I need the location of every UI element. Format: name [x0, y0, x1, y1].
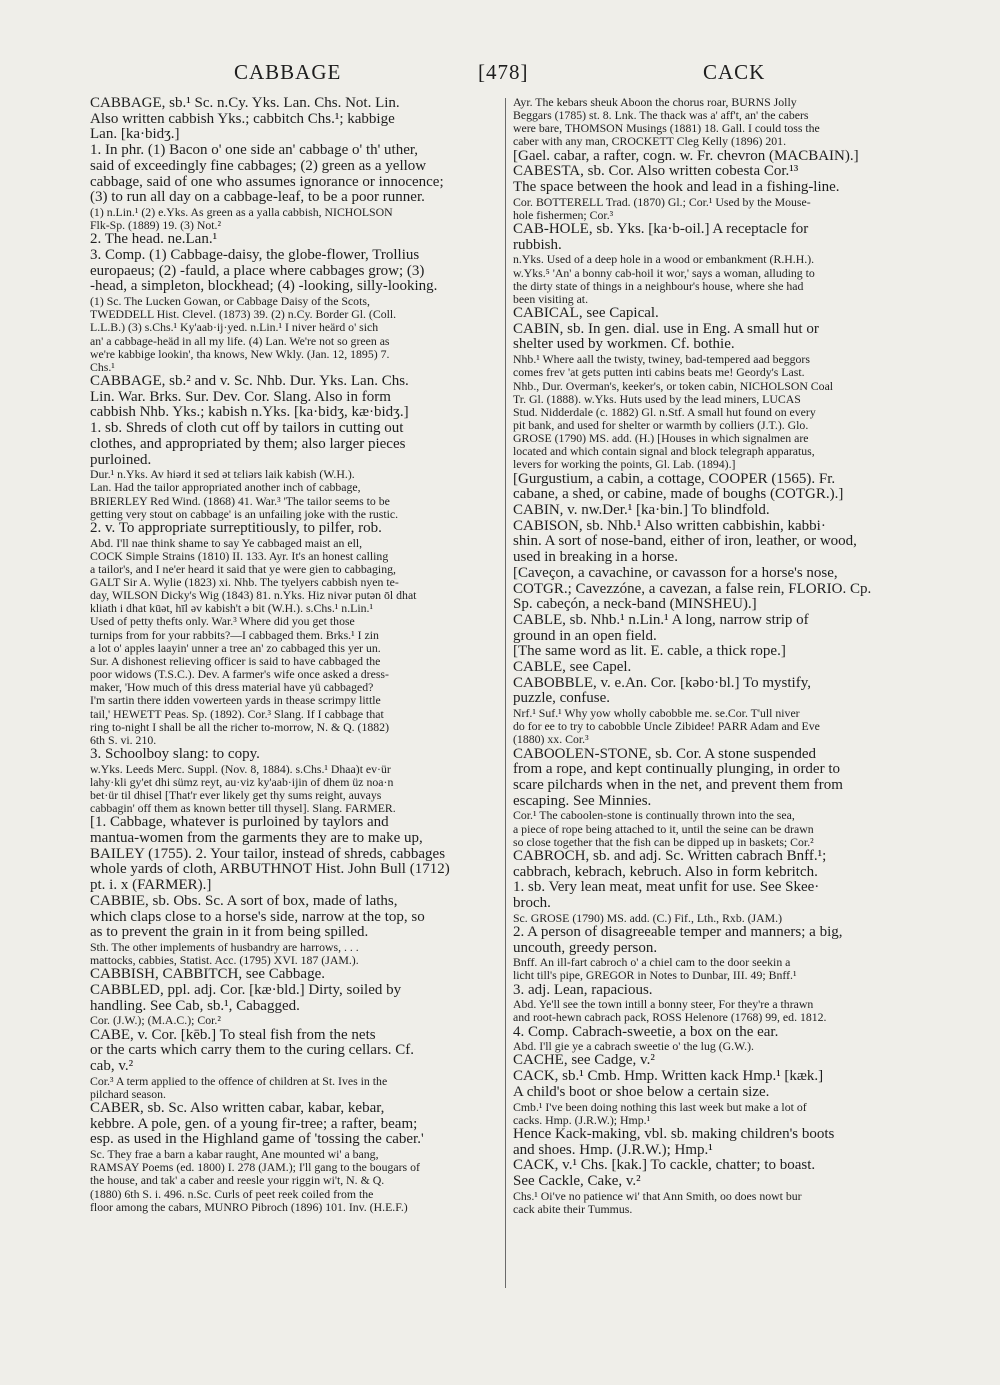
text-line: Cmb.¹ I've been doing nothing this last week but make a lot of: [513, 1100, 807, 1114]
text-line: cabbagin' off them as known better till thysel]. Slang. FARMER.: [90, 802, 396, 816]
text-line: Hence Kack-making, vbl. sb. making children's boots: [513, 1126, 835, 1142]
text-line: Sth. The other implements of husbandry are harrows, . . .: [90, 940, 359, 954]
text-line: Ayr. The kebars sheuk Aboon the chorus roar, BURNS Jolly: [513, 96, 797, 109]
text-line: w.Yks. Leeds Merc. Suppl. (Nov. 8, 1884). s.Chs.¹ Dhaa)t ev·ür: [90, 762, 391, 776]
text-line: Also written cabbish Yks.; cabbitch Chs.¹; kabbige: [90, 111, 395, 127]
text-line: (1880) 6th S. i. 496. n.Sc. Curls of peet reek coiled from the: [90, 1187, 374, 1201]
text-line: or the carts which carry them to the curing cellars. Cf.: [90, 1043, 415, 1059]
text-line: day, WILSON Dicky's Wig (1843) 81. n.Yks. Hiz nivər putən ōl dhat: [90, 589, 417, 603]
text-line: cack abite their Tummus.: [513, 1202, 633, 1216]
text-line: Flk-Sp. (1889) 19. (3) Not.²: [90, 219, 222, 233]
text-line: clothes, and appropriated by them; also larger pieces: [90, 436, 406, 452]
text-line: Cor. BOTTERELL Trad. (1870) Gl.; Cor.¹ Used by the Mouse-: [513, 195, 811, 209]
text-line: the house, and tak' a caber and reesle your riggin wi't, N. & Q.: [90, 1174, 385, 1188]
text-line: Tr. Gl. (1888). w.Yks. Huts used by the lead miners, LUCAS: [513, 392, 801, 406]
text-line: cacks. Hmp. (J.R.W.); Hmp.¹: [513, 1113, 651, 1127]
text-line: [Gael. cabar, a rafter, cogn. w. Fr. chevron (MACBAIN).]: [513, 148, 859, 164]
text-line: Abd. Ye'll see the town intill a bonny steer, For they're a thrawn: [513, 998, 814, 1012]
text-line: used in breaking in a horse.: [513, 550, 678, 566]
text-line: turnips from for your rabbits?—I cabbaged them. Brks.¹ I zin: [90, 628, 379, 642]
text-line: pilchard season.: [90, 1087, 167, 1101]
text-line: (1880) xx. Cor.³: [513, 733, 589, 747]
header-left-catchword: CABBAGE: [234, 60, 342, 84]
text-line: getting very stout on cabbage' is an unfailing joke with the rustic.: [90, 507, 399, 521]
text-line: -head, a simpleton, blockhead; (4) -looking, silly-looking.: [90, 279, 438, 295]
text-line: GALT Sir A. Wylie (1823) xi. Nhb. The tyelyers cabbish nyen te-: [90, 576, 399, 589]
text-line: Nrf.¹ Suf.¹ Why yow wholly cabobble me. se.Cor. T'ull niver: [513, 707, 800, 721]
text-line: BRIERLEY Red Wind. (1868) 41. War.³ 'The tailor seems to be: [90, 494, 390, 508]
text-line: Nhb., Dur. Overman's, keeker's, or token cabin, NICHOLSON Coal: [513, 379, 834, 393]
text-line: a lot o' apples laayin' unner a tree an' zo cabbaged this yer un.: [90, 641, 381, 655]
text-line: [1. Cabbage, whatever is purloined by taylors and: [90, 815, 389, 831]
text-line: Cor. (J.W.); (M.A.C.); Cor.²: [90, 1014, 221, 1028]
text-line: (1) n.Lin.¹ (2) e.Yks. As green as a yalla cabbish, NICHOLSON: [90, 205, 393, 219]
text-line: 3. Comp. (1) Cabbage-daisy, the globe-flower, Trollius: [90, 247, 420, 263]
text-line: CABBISH, CABBITCH, see Cabbage.: [90, 967, 325, 983]
text-line: Sc. GROSE (1790) MS. add. (C.) Fif., Lth., Rxb. (JAM.): [513, 911, 783, 925]
text-line: Sur. A dishonest relieving officer is said to have cabbaged the: [90, 654, 381, 668]
text-line: maker, 'How much of this dress material have yü cabbaged?: [90, 681, 374, 695]
text-line: Dur.¹ n.Yks. Av hiərd it sed ət tɛliərs laik kabish (W.H.).: [90, 468, 355, 482]
text-line: cabane, a shed, or cabine, made of boughs (COTGR.).]: [513, 487, 844, 503]
header-right-catchword: CACK: [703, 60, 766, 84]
text-line: 1. sb. Shreds of cloth cut off by tailors in cutting out: [90, 421, 404, 437]
text-line: 2. v. To appropriate surreptitiously, to pilfer, rob.: [90, 520, 382, 536]
text-line: Chs.¹ Oi've no patience wi' that Ann Smith, oo does nowt bur: [513, 1189, 802, 1203]
text-line: a piece of rope being attached to it, until the seine can be drawn: [513, 822, 814, 836]
text-line: w.Yks.⁵ 'An' a bonny cab-hoil it wor,' says a woman, alluding to: [513, 266, 815, 280]
text-line: CABBAGE, sb.¹ Sc. n.Cy. Yks. Lan. Chs. Not. Lin.: [90, 96, 400, 111]
text-line: 3. Schoolboy slang: to copy.: [90, 747, 260, 763]
text-line: CACK, sb.¹ Cmb. Hmp. Written kack Hmp.¹ [kæk.]: [513, 1069, 824, 1085]
text-line: I'm sartin there idden vowerteen yards in thease scrimpy little: [90, 694, 381, 708]
text-line: COCK Simple Strains (1810) II. 133. Ayr. It's an honest calling: [90, 549, 389, 563]
text-line: Sp. cabeçón, a neck-band (MINSHEU).]: [513, 597, 757, 613]
text-line: CABISON, sb. Nhb.¹ Also written cabbishin, kabbi·: [513, 518, 826, 534]
text-line: BAILEY (1755). 2. Your tailor, instead of shreds, cabbages: [90, 846, 446, 862]
text-line: Cor.³ A term applied to the offence of children at St. Ives in the: [90, 1074, 388, 1088]
text-line: kliath i dhat kūət, hīl əv kabish't ə bit (W.H.). s.Chs.¹ n.Lin.¹: [90, 602, 374, 616]
text-line: handling. See Cab, sb.¹, Cabagged.: [90, 998, 300, 1014]
text-line: uncouth, greedy person.: [513, 940, 658, 956]
text-line: 6th S. vi. 210.: [90, 733, 157, 747]
text-line: from a rope, and kept continually plunging, in order to: [513, 762, 841, 778]
text-line: Stud. Nidderdale (c. 1882) Gl. n.Stf. A small hut found on every: [513, 405, 816, 419]
text-line: tail,' HEWETT Peas. Sp. (1892). Cor.³ Slang. If I cabbage that: [90, 707, 384, 721]
text-line: CABIN, v. nw.Der.¹ [ka·bin.] To blindfold.: [513, 503, 770, 518]
text-line: CABBIE, sb. Obs. Sc. A sort of box, made of laths,: [90, 893, 398, 909]
right-column: [513, 96, 935, 1306]
text-line: been visiting at.: [513, 292, 589, 306]
text-line: Abd. I'll nae think shame to say Ye cabbaged maist an ell,: [90, 536, 363, 550]
text-line: purloined.: [90, 452, 152, 468]
text-line: Abd. I'll gie ye a cabrach sweetie o' the lug (G.W.).: [513, 1040, 754, 1054]
text-line: CABE, v. Cor. [kēb.] To steal fish from the nets: [90, 1027, 376, 1043]
text-line: CABLE, see Capel.: [513, 660, 632, 676]
text-line: ground in an open field.: [513, 628, 657, 644]
text-line: See Cackle, Cake, v.²: [513, 1173, 641, 1189]
text-line: ring to-night I shall be all the richer to-morrow, N. & Q. (1882): [90, 720, 390, 734]
text-line: so close together that the fish can be dipped up in baskets; Cor.²: [513, 835, 814, 849]
text-line: whole yards of cloth, ARBUTHNOT Hist. John Bull (1712): [90, 862, 450, 878]
text-line: CABLE, sb. Nhb.¹ n.Lin.¹ A long, narrow strip of: [513, 612, 809, 628]
text-line: located and which contain signal and block telegraph apparatus,: [513, 445, 815, 459]
text-line: RAMSAY Poems (ed. 1800) I. 278 (JAM.); I'll gang to the bougars of: [90, 1161, 420, 1175]
text-line: a tailor's, and I ne'er heard it said that ye were gien to cabbaging,: [90, 562, 396, 576]
text-line: were bare, THOMSON Musings (1881) 18. Gall. I could toss the: [513, 122, 820, 136]
text-line: n.Yks. Used of a deep hole in a wood or embankment (R.H.H.).: [513, 253, 815, 267]
text-line: [Caveçon, a cavachine, or cavasson for a horse's nose,: [513, 565, 838, 581]
text-line: caber with any man, CROCKETT Cleg Kelly (1896) 201.: [513, 135, 787, 149]
text-line: escaping. See Minnies.: [513, 793, 652, 809]
text-line: cab, v.²: [90, 1058, 134, 1074]
text-line: 2. The head. ne.Lan.¹: [90, 232, 218, 248]
text-line: Cor.¹ The caboolen-stone is continually thrown into the sea,: [513, 809, 795, 823]
text-line: poor widows (T.S.C.). Dev. A farmer's wife once asked a dress-: [90, 668, 389, 682]
text-line: said of exceedingly fine cabbages; (2) green as a yellow: [90, 158, 427, 174]
text-line: broch.: [513, 896, 551, 911]
text-line: CABIN, sb. In gen. dial. use in Eng. A small hut or: [513, 321, 819, 337]
text-line: an' a cabbage-heäd in all my life. (4) Lan. We're not so green as: [90, 334, 390, 348]
text-line: and root-hewn cabrach pack, ROSS Helenore (1768) 99, ed. 1812.: [513, 1011, 827, 1025]
text-line: CABOBBLE, v. e.An. Cor. [kəbo·bl.] To mystify,: [513, 675, 811, 691]
text-line: CABER, sb. Sc. Also written cabar, kabar, kebar,: [90, 1100, 385, 1116]
text-line: COTGR.; Cavezzóne, a cavezan, a false rein, FLORIO. Cp.: [513, 581, 872, 597]
text-line: CAB-HOLE, sb. Yks. [ka·b-oil.] A receptacle for: [513, 222, 809, 238]
text-line: pit bank, and used for shelter or warmth by colliers (J.T.). Glo.: [513, 418, 809, 432]
column-rule: [505, 98, 506, 1288]
text-line: Nhb.¹ Where aall the twisty, twiney, bad-tempered aad beggors: [513, 353, 810, 367]
text-line: (1) Sc. The Lucken Gowan, or Cabbage Daisy of the Scots,: [90, 295, 370, 309]
text-line: CABBLED, ppl. adj. Cor. [kæ·bld.] Dirty, soiled by: [90, 983, 402, 998]
text-line: cabbish Nhb. Yks.; kabish n.Yks. [ka·bidʒ, kæ·bidʒ.]: [90, 405, 409, 421]
text-line: CABBAGE, sb.² and v. Sc. Nhb. Dur. Yks. Lan. Chs.: [90, 373, 409, 389]
text-line: Lan. Had the tailor appropriated another inch of cabbage,: [90, 481, 361, 495]
text-line: puzzle, confuse.: [513, 691, 611, 707]
text-line: esp. as used in the Highland game of 'tossing the caber.': [90, 1132, 424, 1148]
text-line: 3. adj. Lean, rapacious.: [513, 982, 653, 998]
text-line: (3) to run all day on a cabbage-leaf, to be a poor runner.: [90, 190, 425, 206]
text-line: bet·ür til dhisel [That'r ever likely get thy sums reight, auvays: [90, 789, 382, 803]
text-line: 4. Comp. Cabrach-sweetie, a box on the ear.: [513, 1024, 779, 1040]
text-line: comes frev 'at gets putten inti cabins beats me! Geordy's Last.: [513, 366, 805, 380]
text-line: CABOOLEN-STONE, sb. Cor. A stone suspended: [513, 746, 817, 762]
text-line: Used of petty thefts only. War.³ Where did you get those: [90, 615, 355, 629]
text-line: scare pilchards when in the net, and prevent them from: [513, 778, 843, 794]
text-line: we're kabbige lookin', tha knows, New Wkly. (Jan. 12, 1895) 7.: [90, 347, 390, 361]
text-line: the dirty state of things in a neighbour's house, where she had: [513, 279, 804, 293]
text-line: TWEDDELL Hist. Clevel. (1873) 39. (2) n.Cy. Border Gl. (Coll.: [90, 308, 397, 322]
text-line: [The same word as lit. E. cable, a thick rope.]: [513, 644, 786, 660]
text-line: floor among the cabars, MUNRO Pibroch (1896) 101. Inv. (H.E.F.): [90, 1200, 408, 1214]
text-line: kebbre. A pole, gen. of a young fir-tree; a rafter, beam;: [90, 1116, 418, 1132]
text-line: rubbish.: [513, 237, 562, 253]
text-line: mantua-women from the garments they are to make up,: [90, 831, 423, 847]
text-line: 2. A person of disagreeable temper and manners; a big,: [513, 924, 843, 940]
text-line: L.L.B.) (3) s.Chs.¹ Ky'aab·ij·yed. n.Lin.¹ I niver heärd o' sich: [90, 321, 379, 335]
text-line: 1. In phr. (1) Bacon o' one side an' cabbage o' th' uther,: [90, 143, 419, 159]
text-line: and shoes. Hmp. (J.R.W.); Hmp.¹: [513, 1142, 713, 1158]
text-line: lahy·kli gy'et dhi sümz reyt, au·viz ky'aab·ijin of dhem üz noa·n: [90, 775, 394, 789]
text-line: Beggars (1785) st. 8. Lnk. The thack was a' aff't, an' the cabers: [513, 109, 809, 123]
text-line: Chs.¹: [90, 360, 115, 374]
text-line: [Gurgustium, a cabin, a cottage, COOPER (1565). Fr.: [513, 471, 836, 487]
text-line: The space between the hook and lead in a fishing-line.: [513, 180, 840, 196]
text-line: CABESTA, sb. Cor. Also written cobesta Cor.¹³: [513, 164, 799, 180]
text-line: licht till's pipe, GREGOR in Notes to Dunbar, III. 49; Bnff.¹: [513, 969, 797, 983]
text-line: Bnff. An ill-fart cabroch o' a chiel cam to the door seekin a: [513, 956, 791, 970]
text-line: CACK, v.¹ Chs. [kak.] To cackle, chatter; to boast.: [513, 1158, 816, 1174]
text-line: CABICAL, see Capical.: [513, 306, 659, 322]
text-line: shin. A sort of nose-band, either of iron, leather, or wood,: [513, 534, 857, 550]
text-line: GROSE (1790) MS. add. (H.) [Houses in which signalmen are: [513, 432, 809, 446]
text-line: Lin. War. Brks. Sur. Dev. Cor. Slang. Also in form: [90, 389, 391, 405]
text-line: cabbrach, kebrach, kebruch. Also in form kebritch.: [513, 864, 818, 880]
page-number: [478]: [478, 60, 529, 84]
text-line: 1. sb. Very lean meat, meat unfit for use. See Skee·: [513, 880, 820, 896]
text-line: Sc. They frae a barn a kabar raught, Ane mounted wi' a bang,: [90, 1148, 379, 1162]
text-line: CACHE, see Cadge, v.²: [513, 1053, 655, 1069]
text-line: shelter used by workmen. Cf. bothie.: [513, 337, 735, 353]
text-line: mattocks, cabbies, Statist. Acc. (1795) XVI. 187 (JAM.).: [90, 954, 359, 968]
text-line: hole fishermen; Cor.³: [513, 208, 614, 222]
text-line: as to prevent the grain in it from being spilled.: [90, 925, 369, 941]
left-column: [90, 96, 497, 1306]
text-line: pt. i. x (FARMER).]: [90, 878, 212, 894]
running-header: [0, 52, 1000, 92]
text-line: levers for working the points, Gl. Lab. (1894).]: [513, 458, 736, 472]
text-line: CABROCH, sb. and adj. Sc. Written cabrach Bnff.¹;: [513, 848, 827, 864]
text-line: cabbage, said of one who assumes ignorance or innocence;: [90, 174, 444, 190]
text-line: A child's boot or shoe below a certain size.: [513, 1084, 770, 1100]
text-line: Lan. [ka·bidʒ.]: [90, 127, 180, 143]
text-line: europaeus; (2) -fauld, a place where cabbages grow; (3): [90, 263, 425, 279]
text-line: which claps close to a horse's side, narrow at the top, so: [90, 909, 425, 925]
text-line: do for ee to try to cabobble Uncle Zibidee! PARR Adam and Eve: [513, 720, 820, 734]
